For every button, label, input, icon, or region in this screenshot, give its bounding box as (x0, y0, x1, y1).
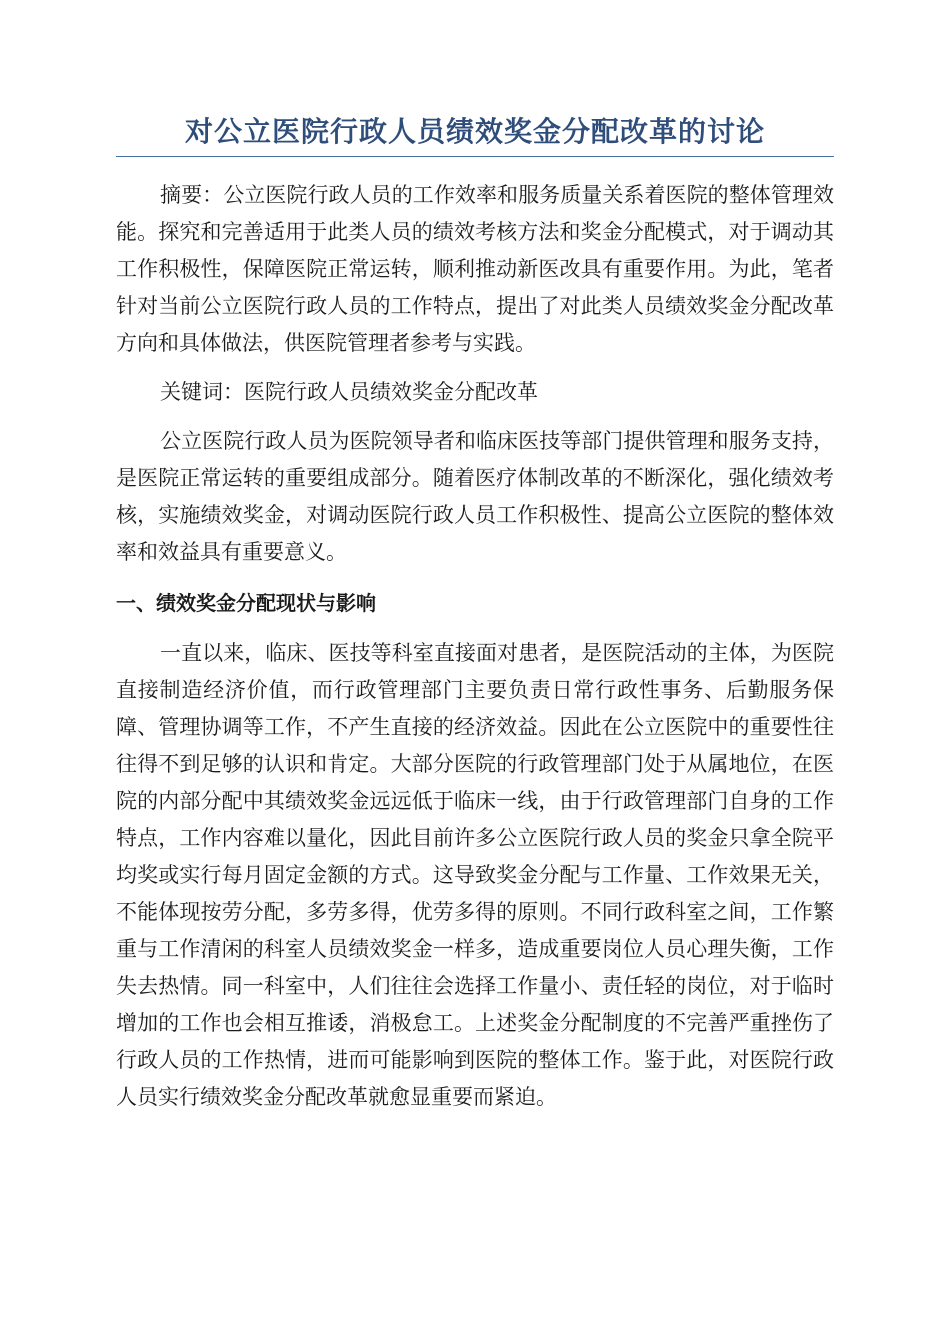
document-title: 对公立医院行政人员绩效奖金分配改革的讨论 (116, 110, 834, 157)
intro-paragraph: 公立医院行政人员为医院领导者和临床医技等部门提供管理和服务支持，是医院正常运转的重要组成部分。随着医疗体制改革的不断深化，强化绩效考核，实施绩效奖金，对调动医院行政人员工作积极性、提高公立医院的整体效率和效益具有重要意义。 (116, 429, 834, 564)
keywords-paragraph: 关键词：医院行政人员绩效奖金分配改革 (160, 380, 538, 404)
section-heading: 一、绩效奖金分配现状与影响 (116, 591, 376, 615)
abstract-paragraph: 摘要：公立医院行政人员的工作效率和服务质量关系着医院的整体管理效能。探究和完善适用于此类人员的绩效考核方法和奖金分配模式，对于调动其工作积极性，保障医院正常运转，顺利推动新医改具有重要作用。为此，笔者针对当前公立医院行政人员的工作特点，提出了对此类人员绩效奖金分配改革方向和具体做法，供医院管理者参考与实践。 (116, 183, 834, 355)
section-body-paragraph: 一直以来，临床、医技等科室直接面对患者，是医院活动的主体，为医院直接制造经济价值，而行政管理部门主要负责日常行政性事务、后勤服务保障、管理协调等工作，不产生直接的经济效益。因此在公立医院中的重要性往往得不到足够的认识和肯定。大部分医院的行政管理部门处于从属地位，在医院的内部分配中其绩效奖金远远低于临床一线，由于行政管理部门自身的工作特点，工作内容难以量化，因此目前许多公立医院行政人员的奖金只拿全院平均奖或实行每月固定金额的方式。这导致奖金分配与工作量、工作效果无关，不能体现按劳分配，多劳多得，优劳多得的原则。不同行政科室之间，工作繁重与工作清闲的科室人员绩效奖金一样多，造成重要岗位人员心理失衡，工作失去热情。同一科室中，人们往往会选择工作量小、责任轻的岗位，对于临时增加的工作也会相互推诿，消极怠工。上述奖金分配制度的不完善严重挫伤了行政人员的工作热情，进而可能影响到医院的整体工作。鉴于此，对医院行政人员实行绩效奖金分配改革就愈显重要而紧迫。 (116, 641, 834, 1109)
document-page (116, 110, 834, 1116)
